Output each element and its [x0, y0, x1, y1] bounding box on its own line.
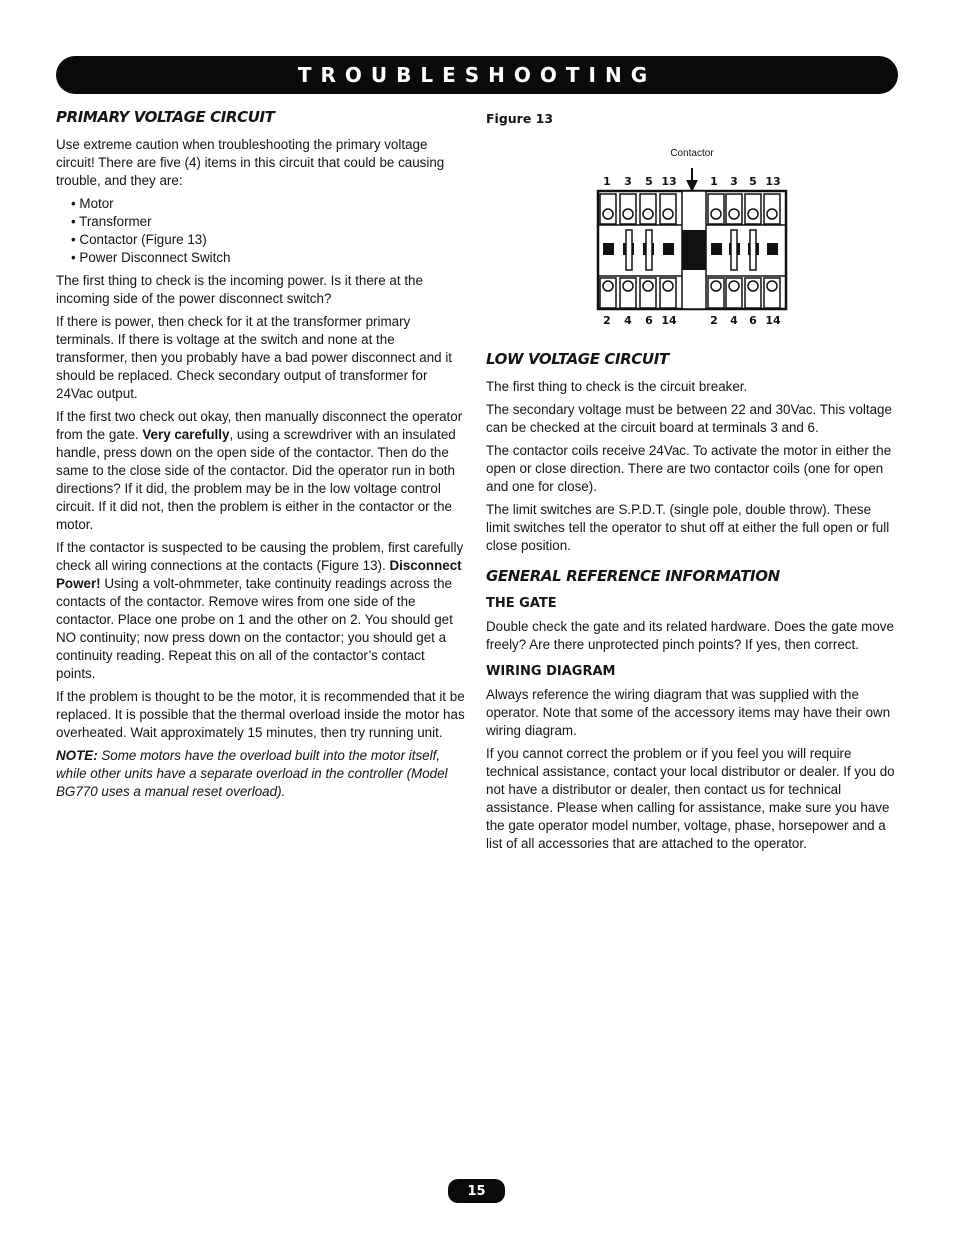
- figure-label: Figure 13: [486, 111, 554, 126]
- paragraph-manual-disconnect: [56, 408, 466, 534]
- primary-intro: Use extreme caution when troubleshooting the primary voltage circuit! There are five (4) items in this circuit that could be causing trouble, and they are:: [56, 137, 445, 188]
- terminal-number: 4: [624, 314, 632, 324]
- note-label: NOTE:: [56, 748, 98, 763]
- note-text: Some motors have the overload built into the motor itself, while other units have a separate overload in the controller (Model BG770 uses a manual reset overload).: [56, 748, 448, 799]
- paragraph-limit-switches: The limit switches are S.P.D.T. (single pole, double throw). These limit switches tell the operator to shut off at either the full open or full close position.: [486, 502, 890, 553]
- screw: [663, 209, 673, 219]
- paragraph-circuit-breaker: The first thing to check is the circuit breaker.: [486, 379, 748, 394]
- terminal-number: 3: [730, 175, 738, 188]
- paragraph-contactor-check: [56, 539, 466, 683]
- section-title-banner: [56, 56, 898, 94]
- text-span: , using a screwdriver with an insulated handle, press down on the open side of the contactor. Then do the same to the close side of the contactor. Did the operator run in both directions? If it did, the problem may be in the low voltage control circuit. If it did not, then the problem is either in the contactor or the motor.: [56, 427, 456, 532]
- page-number: 15: [467, 1183, 486, 1199]
- terminal-number: 4: [730, 314, 738, 324]
- terminal-number: 6: [645, 314, 653, 324]
- screw: [643, 209, 653, 219]
- screw: [748, 281, 758, 291]
- paragraph-wiring-2: If you cannot correct the problem or if you feel you will require technical assistance, contact your local distributor or dealer. If you do not have a distributor or dealer, then contact us for technical assistance. Please when calling for assistance, make sure you have the gate operator model number, voltage, phase, horsepower and a list of all accessories that are attached to the operator.: [486, 746, 895, 851]
- screw: [623, 209, 633, 219]
- section-title: TROUBLESHOOTING: [297, 63, 657, 87]
- center-armature: [682, 230, 706, 270]
- list-item: • Transformer: [71, 214, 152, 229]
- text-span: If the contactor is suspected to be causing the problem, first carefully check all wiring connections at the contacts (Figure 13).: [56, 540, 464, 573]
- paragraph-secondary-voltage: The secondary voltage must be between 22 and 30Vac. This voltage can be checked at the circuit board at terminals 3 and 6.: [486, 402, 892, 435]
- wiring-heading: WIRING DIAGRAM: [486, 664, 616, 679]
- terminal-number: 13: [765, 175, 781, 188]
- push-bar: [731, 230, 737, 270]
- screw: [729, 209, 739, 219]
- terminal-number: 13: [661, 175, 677, 188]
- screw: [663, 281, 673, 291]
- contact-block: [767, 243, 778, 255]
- screw: [623, 281, 633, 291]
- terminal-number: 1: [603, 175, 611, 188]
- low-voltage-heading: LOW VOLTAGE CIRCUIT: [486, 350, 669, 368]
- terminal-number: 14: [661, 314, 677, 324]
- push-bar: [646, 230, 652, 270]
- paragraph-gate: Double check the gate and its related hardware. Does the gate move freely? Are there unprotected pinch points? If yes, then correct.: [486, 619, 894, 652]
- screw: [711, 209, 721, 219]
- paragraph-motor: If the problem is thought to be the motor, it is recommended that it be replaced. It is possible that the thermal overload inside the motor has overheated. Wait approximately 15 minutes, then try running unit.: [56, 689, 465, 740]
- list-item: • Power Disconnect Switch: [71, 250, 231, 265]
- terminal-number: 14: [765, 314, 781, 324]
- paragraph-incoming-power: The first thing to check is the incoming power. Is it there at the incoming side of the power disconnect switch?: [56, 273, 423, 306]
- page-number-badge: [448, 1179, 505, 1203]
- gate-heading: THE GATE: [486, 596, 557, 611]
- terminal-number: 2: [603, 314, 611, 324]
- text-span: Using a volt-ohmmeter, take continuity readings across the contacts of the contactor. Remove wires from one side of the contactor. Place one probe on 1 and the other on 2. You should get NO continuity; now press down on the contactor; you should get a continuity reading. Repeat this on all of the contactor’s contact points.: [56, 576, 453, 681]
- general-reference-heading: GENERAL REFERENCE INFORMATION: [486, 567, 780, 585]
- terminal-number: 5: [645, 175, 653, 188]
- terminal-number: 2: [710, 314, 718, 324]
- contactor-diagram: [486, 128, 898, 324]
- screw: [643, 281, 653, 291]
- terminal-number: 3: [624, 175, 632, 188]
- contact-block: [663, 243, 674, 255]
- primary-items-list: [56, 195, 466, 267]
- screw: [767, 209, 777, 219]
- contactor-figure: [486, 128, 898, 324]
- terminal-number: 5: [749, 175, 757, 188]
- right-column: [486, 108, 898, 858]
- terminal-number: 1: [710, 175, 718, 188]
- text-span: If the first two check out okay, then manually disconnect the operator from the gate.: [56, 409, 463, 442]
- left-column: [56, 108, 466, 806]
- screw: [603, 281, 613, 291]
- callout-label: Contactor: [670, 148, 714, 159]
- paragraph-contactor-coils: The contactor coils receive 24Vac. To activate the motor in either the open or close direction. There are two contactor coils (one for open and one for close).: [486, 443, 892, 494]
- list-item: • Contactor (Figure 13): [71, 232, 207, 247]
- push-bar: [626, 230, 632, 270]
- contact-block: [711, 243, 722, 255]
- paragraph-wiring-1: Always reference the wiring diagram that was supplied with the operator. Note that some of the accessory items may have their own wiring diagram.: [486, 687, 891, 738]
- bold-emphasis: Very carefully: [142, 427, 230, 442]
- screw: [711, 281, 721, 291]
- terminal-number: 6: [749, 314, 757, 324]
- note-paragraph: [56, 747, 466, 801]
- screw: [767, 281, 777, 291]
- primary-voltage-heading: PRIMARY VOLTAGE CIRCUIT: [56, 108, 275, 126]
- screw: [603, 209, 613, 219]
- screw: [729, 281, 739, 291]
- screw: [748, 209, 758, 219]
- bold-emphasis: Disconnect Power!: [56, 558, 462, 591]
- contact-block: [603, 243, 614, 255]
- list-item: • Motor: [71, 196, 114, 211]
- paragraph-transformer: If there is power, then check for it at the transformer primary terminals. If there is voltage at the switch and none at the transformer, then you probably have a bad power disconnect and it should be replaced. Check secondary output of transformer for 24Vac output.: [56, 314, 453, 401]
- push-bar: [750, 230, 756, 270]
